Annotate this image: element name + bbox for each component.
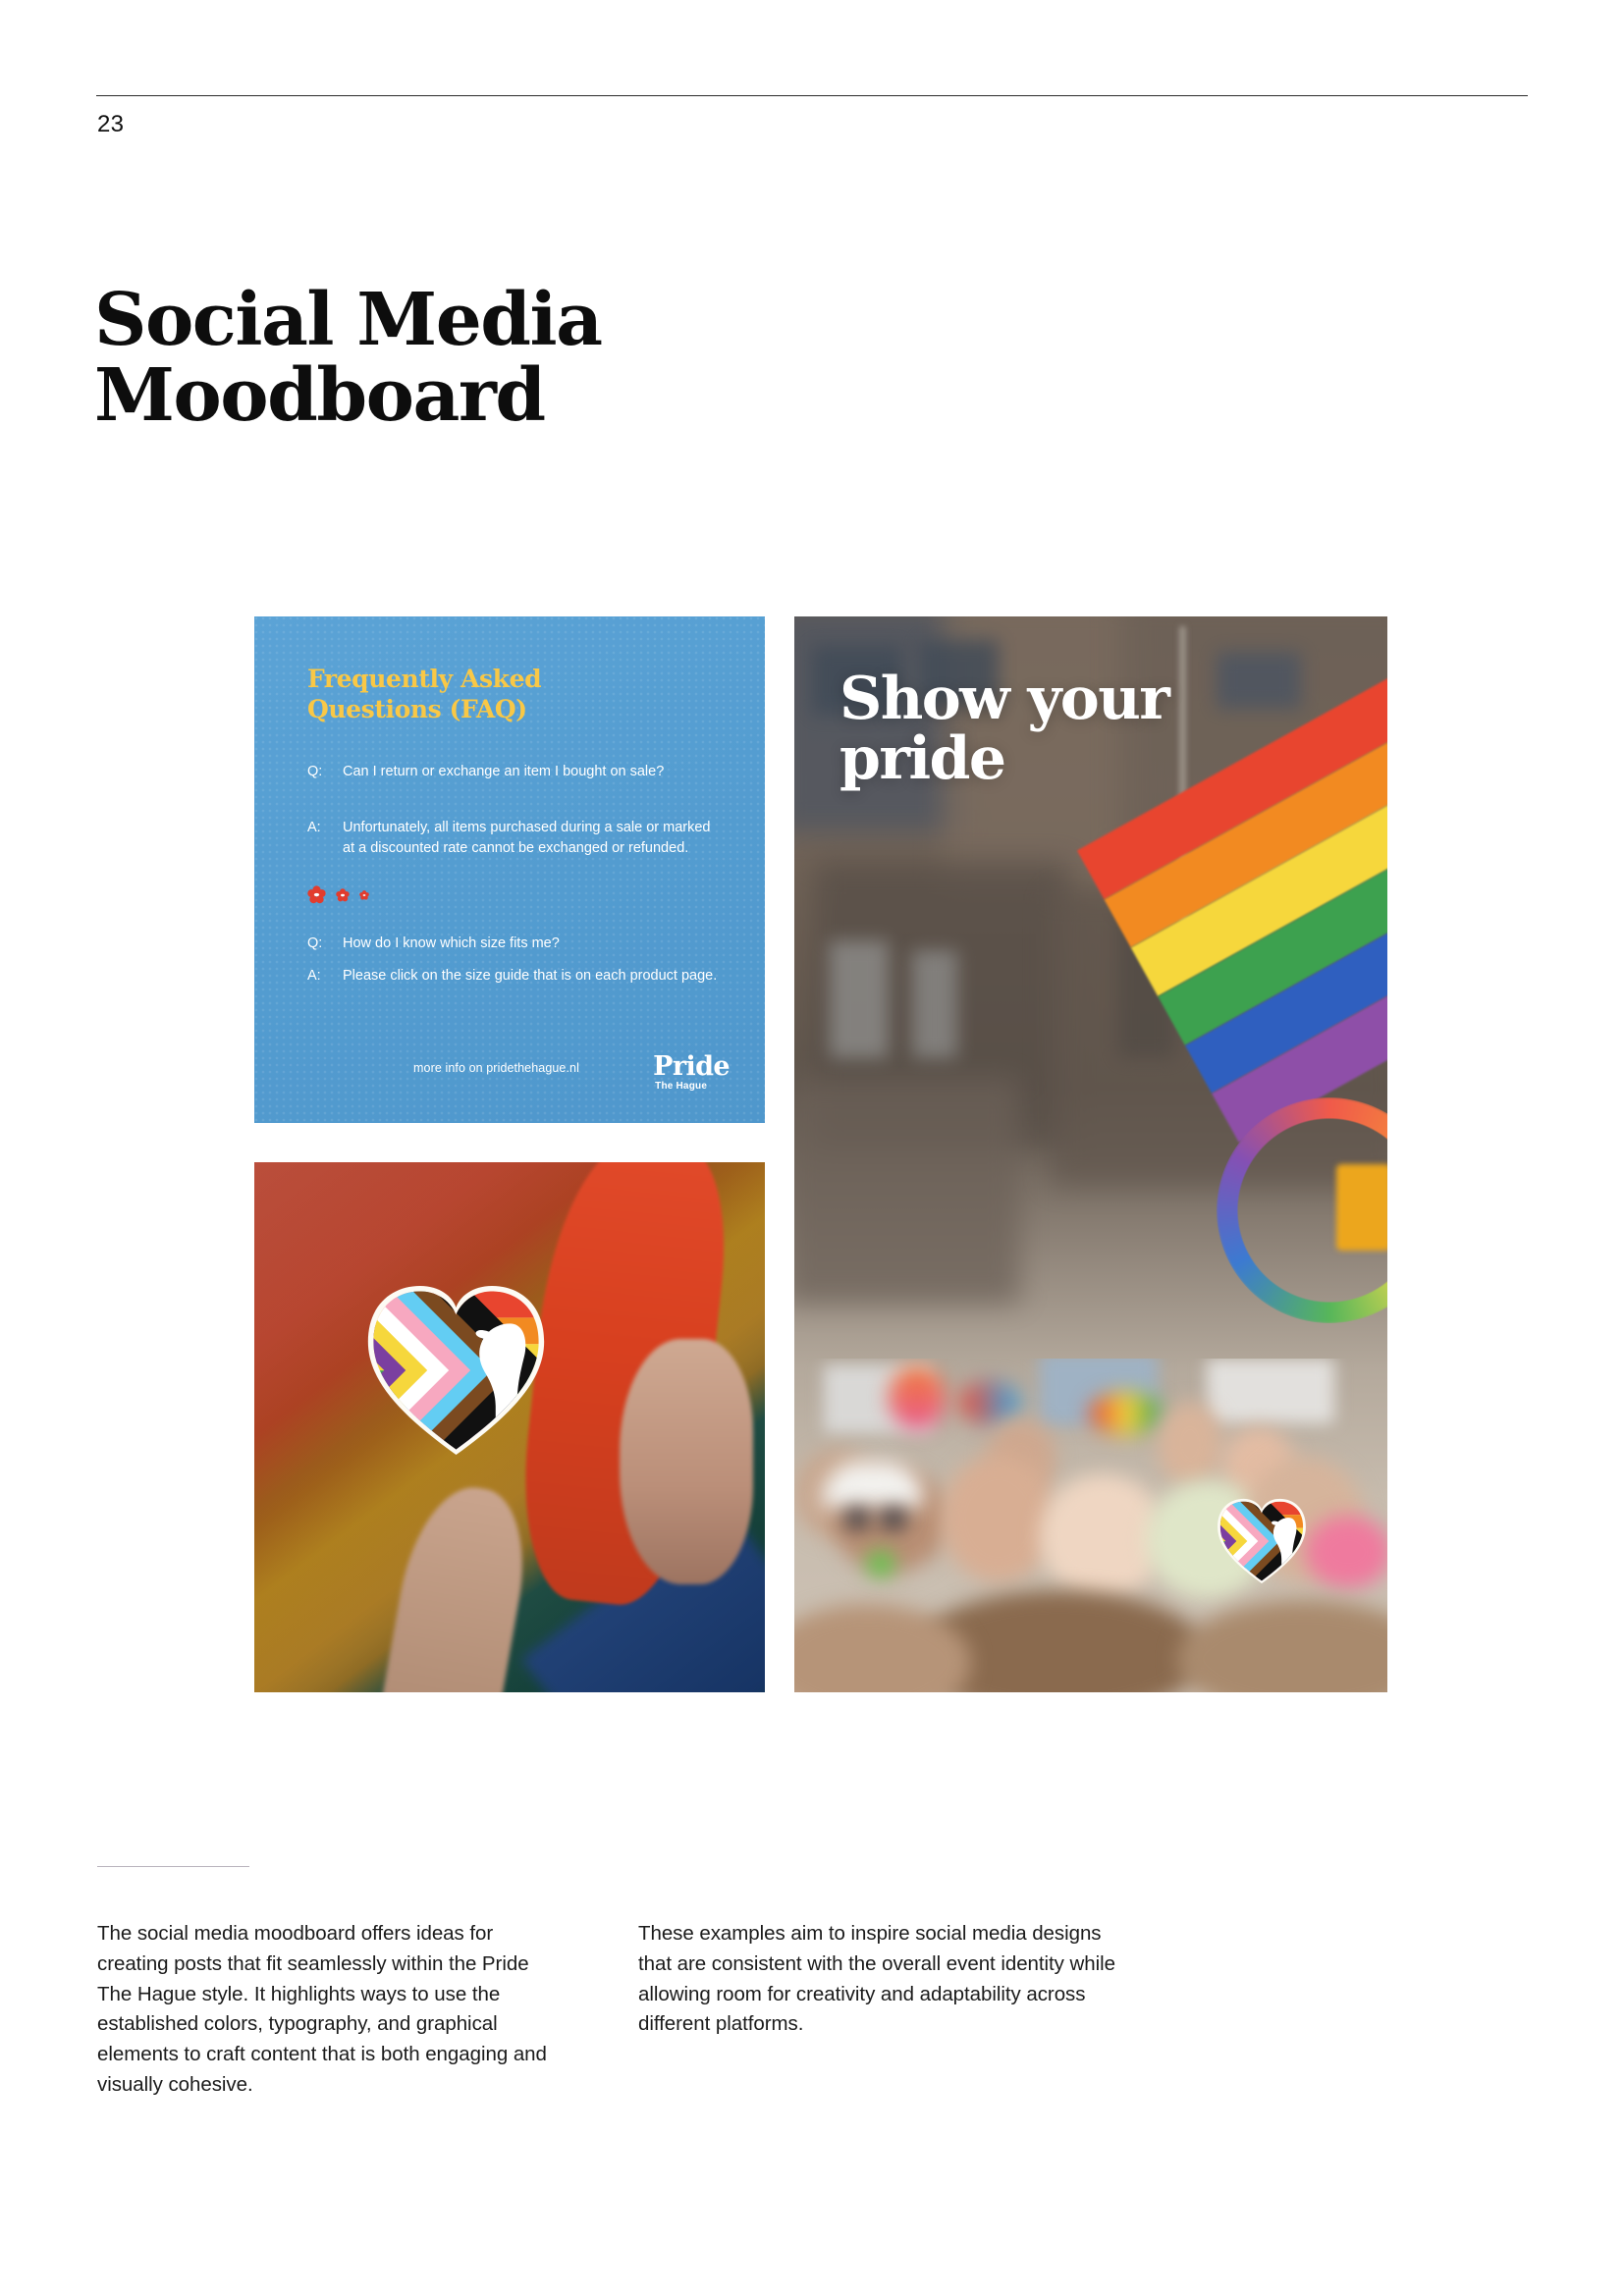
faq-footnote: more info on pridethehague.nl xyxy=(413,1061,579,1075)
flower-icon xyxy=(359,890,369,900)
moodboard-grid xyxy=(254,616,1387,1692)
faq-item-text: Can I return or exchange an item I bought on sale? xyxy=(343,764,665,779)
faq-item-label: A: xyxy=(307,968,321,984)
faq-item xyxy=(307,762,720,782)
logo-subtitle: The Hague xyxy=(655,1081,708,1092)
faq-post-card xyxy=(254,616,765,1123)
page-title-line-1: Social Media xyxy=(94,278,602,362)
hand-shape xyxy=(620,1339,753,1584)
footer-divider xyxy=(97,1866,249,1867)
window-shape xyxy=(830,940,889,1058)
faq-item xyxy=(307,934,720,954)
building-shape xyxy=(794,1078,1020,1304)
page-number: 23 xyxy=(97,111,125,137)
faq-heading-line-2: Questions (FAQ) xyxy=(307,695,527,723)
page-title xyxy=(94,278,840,438)
flower-icon xyxy=(336,888,350,902)
progress-pride-heart-sticker xyxy=(366,1284,546,1457)
logo-wordmark: Pride xyxy=(653,1051,730,1082)
faq-item-label: Q: xyxy=(307,764,323,779)
faq-item-label: Q: xyxy=(307,935,323,951)
pride-the-hague-logo xyxy=(653,1053,730,1092)
heart-sticker-icon xyxy=(366,1284,546,1457)
faq-item-text: Unfortunately, all items purchased during a sale or marked at a discounted rate cannot be exchanged or refunded. xyxy=(343,820,711,856)
footer-paragraph-right: These examples aim to inspire social media designs that are consistent with the overall event identity while allowing room for creativity and adaptability across different platforms. xyxy=(638,1922,1115,2036)
progress-pride-heart-sticker xyxy=(1217,1498,1307,1584)
photo-headline-line-1: Show your xyxy=(839,665,1169,733)
header-divider xyxy=(96,95,1528,96)
flower-icon xyxy=(307,885,326,904)
faq-item-text: Please click on the size guide that is on each product page. xyxy=(343,968,718,984)
flower-divider xyxy=(307,885,369,904)
page-title-line-2: Moodboard xyxy=(94,352,545,438)
photo-headline xyxy=(839,665,1350,794)
rainbow-flag-photo xyxy=(254,1162,765,1692)
faq-heading xyxy=(307,664,700,724)
photo-headline-line-2: pride xyxy=(839,724,1005,794)
faq-item xyxy=(307,818,720,859)
heart-sticker-icon xyxy=(1217,1498,1307,1584)
show-your-pride-photo xyxy=(794,616,1387,1692)
footer-paragraph-left: The social media moodboard offers ideas for creating posts that fit seamlessly within the Pride The Hague style. It highlights ways to use the established colors, typography, and graphical elements to craft content that is both engaging and visually cohesive. xyxy=(97,1922,547,2096)
window-shape xyxy=(912,950,957,1058)
faq-item-label: A: xyxy=(307,820,321,835)
faq-item-text: How do I know which size fits me? xyxy=(343,935,560,951)
faq-item xyxy=(307,966,720,987)
faq-heading-line-1: Frequently Asked xyxy=(307,665,542,693)
